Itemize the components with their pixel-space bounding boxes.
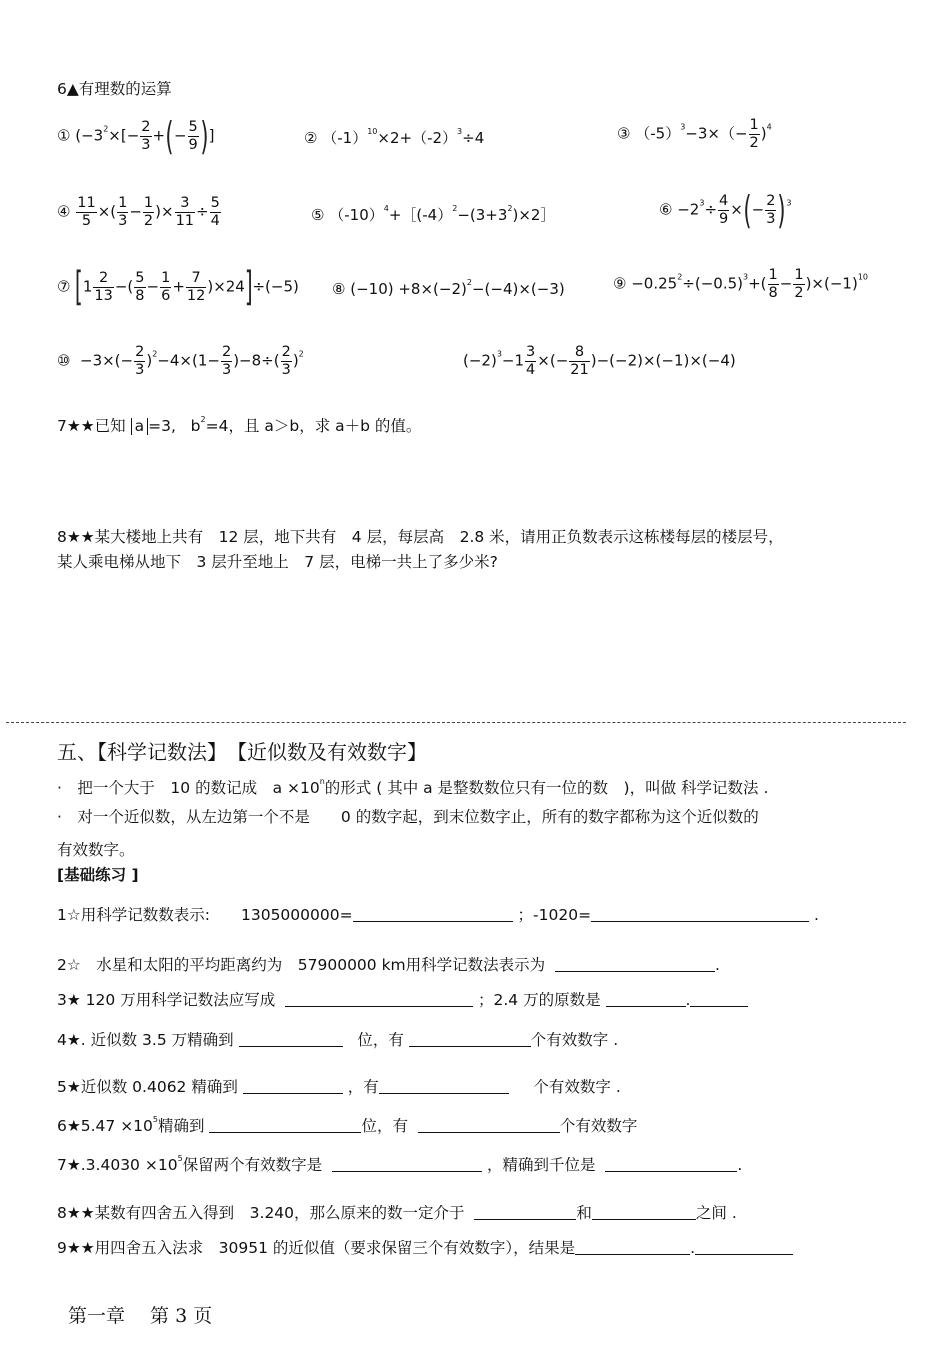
left-bracket-icon: [ <box>75 264 83 310</box>
fraction: $\frac{1}{3}$ <box>118 195 128 229</box>
question-8-line-1: 8★★某大楼地上共有 12 层，地下共有 4 层，每层高 2.8 米，请用正负数表示这栋楼每层的楼层号， <box>57 528 784 546</box>
fraction: $\frac{2}{3}$ <box>766 192 776 227</box>
right-paren-icon: ) <box>200 114 209 158</box>
fraction: $\frac{8}{21}$ <box>570 344 589 378</box>
practice-label: [基础练习 ] <box>57 866 139 884</box>
exercise-5: 5★近似数 0.4062 精确到 ，有 个有效数字 . <box>57 1078 621 1096</box>
exercise-1: 1☆用科学记数数表示: 1305000000= ；-1020= . <box>57 906 819 924</box>
problem-number: ① <box>57 126 71 145</box>
answer-blank[interactable] <box>690 992 748 1007</box>
answer-blank[interactable] <box>606 992 686 1007</box>
fraction: $\frac{5}{4}$ <box>210 195 220 229</box>
problem-9: ⑨ $-0.25^2\div(-0.5)^3+$( $\frac{1}{8}$ − $\frac{1}{2}$ )$\times(-1)^{10}$ <box>613 267 868 301</box>
problem-1: ① ($-3^2\times[-$ $\frac{2}{3}$ +(− $\frac{5}{9}$ )] <box>57 114 215 158</box>
fraction: $\frac{2}{3}$ <box>135 344 145 378</box>
answer-blank[interactable] <box>209 1118 361 1133</box>
absolute-value: a <box>131 418 149 435</box>
answer-blank[interactable] <box>605 1157 737 1172</box>
fraction: $\frac{3}{11}$ <box>175 195 195 229</box>
fraction: $\frac{1}{6}$ <box>161 269 171 304</box>
fraction: $\frac{1}{2}$ <box>794 267 804 301</box>
fraction: $\frac{3}{4}$ <box>526 344 536 378</box>
problem-7: ⑦ [1 $\frac{2}{13}$ −( $\frac{5}{8}$ − $\frac{1}{6}$ + $\frac{7}{12}$ )×24]÷(−5) <box>57 264 299 310</box>
fraction: $\frac{1}{2}$ <box>143 195 154 229</box>
exercise-7: 7★.3.4030 $\times 10^5$保留两个有效数字是 ，精确到千位是 . <box>57 1154 743 1174</box>
left-paren-icon: ( <box>165 114 174 158</box>
problem-11: $(-2)^3-1$ $\frac{3}{4}$ ×(− $\frac{8}{21}$ )−(−2)×(−1)×(−4) <box>463 344 736 378</box>
answer-blank[interactable] <box>575 1240 690 1255</box>
exercise-9: 9★★用四舍五入法求 30951 的近似值（要求保留三个有效数字），结果是 . <box>57 1240 793 1257</box>
problem-4: ④ $\frac{11}{5}$ ×( $\frac{1}{3}$ − $\frac{1}{2}$ )× $\frac{3}{11}$ ÷ $\frac{5}{4}$ <box>57 195 220 229</box>
answer-blank[interactable] <box>555 957 715 972</box>
exercise-4: 4★. 近似数 3.5 万精确到 位，有 个有效数字 . <box>57 1031 619 1049</box>
problem-3: ③ $(-5)^3-3\times(-$ $\frac{1}{2}$ )$^4$ <box>617 117 772 151</box>
exercise-2: 2☆ 水星和太阳的平均距离约为 57900000 km用科学记数法表示为 . <box>57 956 720 974</box>
section-6-title: 6▲有理数的运算 <box>57 80 172 98</box>
answer-blank[interactable] <box>409 1032 531 1047</box>
answer-blank[interactable] <box>695 1240 793 1255</box>
fraction: $\frac{1}{2}$ <box>749 117 759 151</box>
fraction: $\frac{1}{8}$ <box>768 267 778 301</box>
exercise-6: 6★5.47 $\times 10^5$精确到 位，有 个有效数字 <box>57 1115 638 1135</box>
fraction: $\frac{2}{3}$ <box>221 344 232 378</box>
definition-significant-figures-cont: 有效数字。 <box>57 841 135 859</box>
answer-blank[interactable] <box>332 1157 482 1172</box>
right-bracket-icon: ] <box>244 264 253 310</box>
fraction: $\frac{5}{8}$ <box>135 269 145 304</box>
problem-5: ⑤ $(-10)^4+[(-4)^2-(3+3^2)\times 2]$ <box>311 204 556 224</box>
left-paren-icon: ( <box>743 188 752 232</box>
answer-blank[interactable] <box>285 992 473 1007</box>
question-8-line-2: 某人乘电梯从地下 3 层升至地上 7 层，电梯一共上了多少米? <box>57 553 498 571</box>
problem-2: ② $(-1)^{10}\times 2+(-2)^3\div 4$ <box>304 127 485 147</box>
answer-blank[interactable] <box>591 907 809 922</box>
definition-significant-figures: · 对一个近似数，从左边第一个不是 0 的数字起，到末位数字止，所有的数字都称为这个近似数的 <box>57 808 759 826</box>
answer-blank[interactable] <box>243 1079 343 1094</box>
exercise-8: 8★★某数有四舍五入得到 3.240，那么原来的数一定介于 和 之间 . <box>57 1204 737 1222</box>
problem-6: ⑥ $-2^3\div$ $\frac{4}{9}$ ×(− $\frac{2}{3}$ )$^3$ <box>659 188 792 232</box>
fraction: $\frac{5}{9}$ <box>188 118 198 153</box>
fraction: $\frac{4}{9}$ <box>719 192 729 227</box>
fraction: $\frac{2}{3}$ <box>141 118 151 153</box>
answer-blank[interactable] <box>418 1118 560 1133</box>
right-paren-icon: ) <box>777 188 786 232</box>
question-7: 7★★已知 a =3, $b^2=4$，且 a＞b，求 a＋b 的值。 <box>57 415 422 435</box>
exercise-3: 3★ 120 万用科学记数法应写成 ；2.4 万的原数是 . <box>57 992 748 1009</box>
fraction: $\frac{11}{5}$ <box>77 195 96 229</box>
problem-8: ⑧ $(-10) +8\times(-2)^2-(-4)\times(-3)$ <box>332 278 565 298</box>
answer-blank[interactable] <box>592 1205 696 1220</box>
answer-blank[interactable] <box>239 1032 343 1047</box>
fraction: $\frac{2}{13}$ <box>94 269 113 304</box>
fraction: $\frac{7}{12}$ <box>186 269 206 304</box>
dashed-separator <box>6 722 906 723</box>
answer-blank[interactable] <box>353 907 513 922</box>
answer-blank[interactable] <box>474 1205 576 1220</box>
definition-scientific-notation: · 把一个大于 10 的数记成 $a \times 10^n$的形式 ( 其中 a 是整数数位只有一位的数 )，叫做 科学记数法 . <box>57 777 769 797</box>
problem-10: ⑩ −3×(− $\frac{2}{3}$ )$^2$−4×(1− $\frac{2}{3}$ )−8÷( $\frac{2}{3}$ )$^2$ <box>57 344 304 378</box>
section-5-heading: 五、【科学记数法】 【近似数及有效数字】 <box>57 740 427 764</box>
page-footer: 第一章 第 3 页 <box>68 1305 213 1327</box>
answer-blank[interactable] <box>379 1079 509 1094</box>
fraction: $\frac{2}{3}$ <box>281 344 291 378</box>
